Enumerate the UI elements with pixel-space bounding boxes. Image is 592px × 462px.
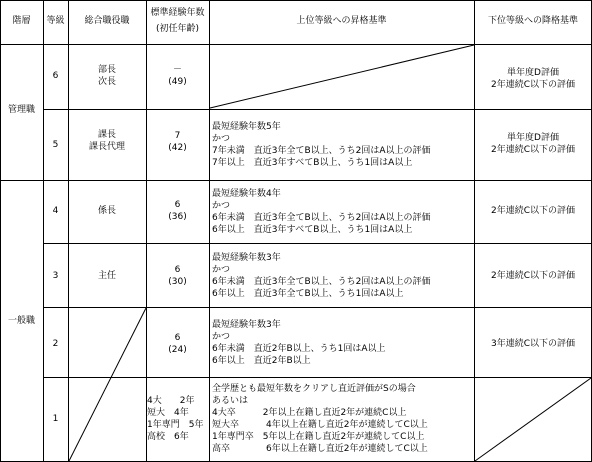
promotion-text: かつ bbox=[212, 265, 231, 275]
promotion-cell bbox=[210, 188, 474, 236]
demotion-text: 単年度D評価 bbox=[507, 133, 559, 143]
promotion-text: 短大卒 4年以上在籍し直近2年が連続してC以上 bbox=[212, 420, 428, 430]
position-name: 係長 bbox=[97, 206, 116, 216]
header-promotion: 上位等級への昇格基準 bbox=[296, 16, 387, 26]
promotion-cell bbox=[210, 121, 474, 169]
promotion-text: 6年以上 直近2年B以上 bbox=[212, 356, 311, 366]
years-cell bbox=[146, 332, 209, 356]
header-demotion: 下位等級への降格基準 bbox=[487, 16, 578, 26]
position-cell bbox=[68, 270, 146, 282]
header-position: 総合職役職 bbox=[84, 16, 130, 26]
category-general: 一般職 bbox=[7, 316, 35, 326]
promotion-text: 6年未満 直近2年B以上、うち1回はA以上 bbox=[212, 344, 386, 354]
years-by-education: 高校 6年 bbox=[147, 432, 189, 442]
demotion-text: 2年連続C以下の評価 bbox=[490, 145, 575, 155]
promotion-text: 7年以上 直近3年すべてB以上、うち1回はA以上 bbox=[212, 158, 413, 168]
promotion-text: かつ bbox=[212, 201, 231, 211]
promotion-cell bbox=[210, 319, 474, 367]
demotion-text: 2年連続C以下の評価 bbox=[490, 271, 575, 281]
demotion-cell bbox=[474, 67, 592, 91]
promotion-text: あるいは bbox=[212, 396, 249, 406]
position-name: 次長 bbox=[97, 77, 116, 87]
years-cell bbox=[146, 64, 209, 88]
years-cell bbox=[146, 264, 209, 288]
position-name: 部長 bbox=[97, 65, 116, 75]
years-by-education: 1年専門 5年 bbox=[147, 420, 204, 430]
promotion-text: 最短経験年数3年 bbox=[212, 253, 281, 263]
position-cell bbox=[68, 129, 146, 153]
demotion-text: 2年連続C以下の評価 bbox=[490, 80, 575, 90]
years-value: 7 bbox=[174, 131, 181, 141]
years-cell bbox=[147, 395, 209, 443]
years-value: 6 bbox=[174, 200, 181, 210]
years-by-education: 4大 2年 bbox=[147, 396, 195, 406]
header-years-sub: (初任年齢) bbox=[155, 24, 200, 34]
age-value: (42) bbox=[168, 143, 187, 153]
position-name: 課長 bbox=[97, 130, 116, 140]
promotion-text: 最短経験年数5年 bbox=[212, 122, 281, 132]
age-value: (24) bbox=[168, 345, 187, 355]
promotion-text: 6年未満 直近3年全てB以上、うち2回はA以上の評価 bbox=[212, 213, 431, 223]
promotion-text: 全学歴とも最短年数をクリアし直近評価がSの場合 bbox=[212, 384, 416, 394]
empty-cell-diagonal bbox=[69, 308, 146, 461]
promotion-text: かつ bbox=[212, 134, 231, 144]
grade-4: 4 bbox=[52, 206, 59, 216]
promotion-cell bbox=[210, 252, 474, 300]
position-cell bbox=[68, 205, 146, 217]
years-value: 6 bbox=[174, 265, 181, 275]
header-years: 標準経験年数 bbox=[150, 8, 205, 18]
promotion-text: 6年以上 直近3年すべてB以上、うち1回はA以上 bbox=[212, 225, 413, 235]
promotion-text: 7年未満 直近3年全てB以上、うち2回はA以上の評価 bbox=[212, 146, 431, 156]
demotion-cell bbox=[474, 338, 592, 350]
grade-6: 6 bbox=[52, 71, 59, 81]
age-value: (36) bbox=[168, 212, 187, 222]
promotion-text: 4大卒 2年以上在籍し直近2年が連続C以上 bbox=[212, 408, 407, 418]
promotion-text: 最短経験年数4年 bbox=[212, 189, 281, 199]
promotion-text: 6年以上 直近3年全てB以上、うち1回はA以上 bbox=[212, 289, 404, 299]
grade-3: 3 bbox=[52, 271, 59, 281]
promotion-text: かつ bbox=[212, 332, 231, 342]
header-grade: 等級 bbox=[46, 16, 65, 26]
grade-2: 2 bbox=[52, 339, 59, 349]
promotion-cell bbox=[210, 383, 474, 455]
category-management: 管理職 bbox=[7, 105, 35, 115]
demotion-text: 3年連続C以下の評価 bbox=[490, 339, 575, 349]
demotion-text: 単年度D評価 bbox=[507, 68, 559, 78]
promotion-text: 1年専門卒 5年以上在籍し直近2年が連続してC以上 bbox=[212, 432, 425, 442]
age-value: (49) bbox=[168, 77, 187, 87]
position-name: 主任 bbox=[97, 271, 116, 281]
years-value: 6 bbox=[174, 333, 181, 343]
demotion-cell bbox=[474, 132, 592, 156]
age-value: (30) bbox=[168, 277, 187, 287]
grade-1: 1 bbox=[52, 414, 59, 424]
demotion-text: 2年連続C以下の評価 bbox=[490, 206, 575, 216]
demotion-cell bbox=[474, 205, 592, 217]
years-value: － bbox=[172, 65, 182, 75]
promotion-text: 高卒 6年以上在籍し直近2年が連続してC以上 bbox=[212, 444, 428, 454]
empty-cell-diagonal bbox=[475, 378, 591, 461]
years-cell bbox=[146, 130, 209, 154]
position-cell bbox=[68, 64, 146, 88]
years-cell bbox=[146, 199, 209, 223]
header-layer: 階層 bbox=[12, 16, 31, 26]
years-by-education: 短大 4年 bbox=[147, 408, 189, 418]
position-name: 課長代理 bbox=[88, 142, 125, 152]
demotion-cell bbox=[474, 270, 592, 282]
promotion-text: 最短経験年数3年 bbox=[212, 320, 281, 330]
promotion-text: 6年未満 直近3年全てB以上、うち2回はA以上の評価 bbox=[212, 277, 431, 287]
grade-5: 5 bbox=[52, 140, 59, 150]
empty-cell-diagonal bbox=[210, 45, 474, 108]
